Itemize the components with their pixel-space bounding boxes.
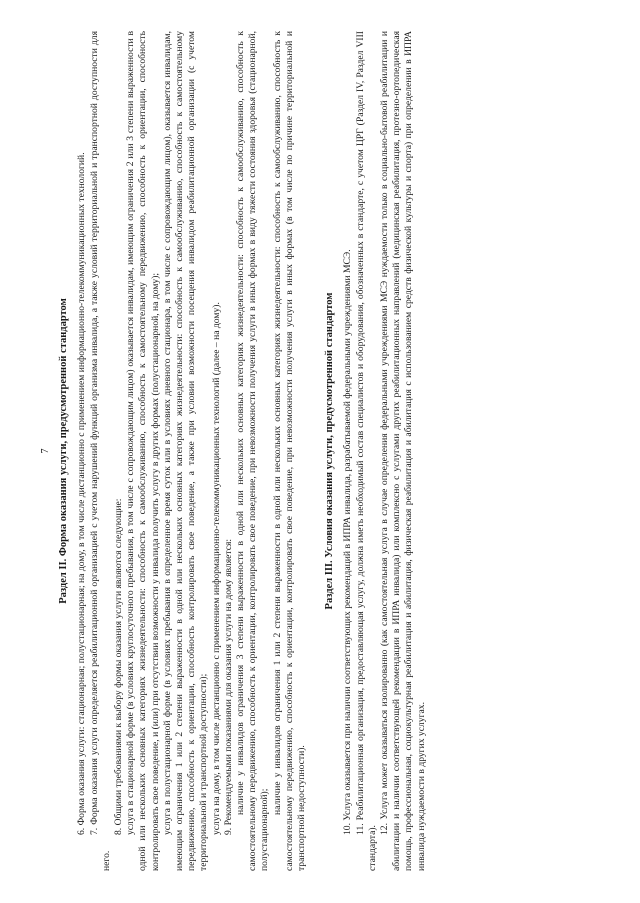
paragraph-9-grade3: наличие у инвалидов ограничения 3 степени выраженности в одной или нескольких основных категориях жизнедеятельности: способность к самообслуживанию, способность к самостоятельному передвижению, способность к ориентации, контролировать свое поведение, при невозможности получения услуги в иных формах в виду тяжести состояния здоровья (стационарной, полустационарной); <box>235 31 271 871</box>
section-2-heading: Раздел II. Форма оказания услуги, предусмотренной стандартом <box>58 298 70 604</box>
paragraph-8-stationary: услуга в стационарной форме (в условиях круглосуточного пребывания, в том числе с сопровождающим лицом) оказывается инвалидам, имеющим ограничения 2 или 3 степени выраженности в одной или нескольких основных категориях жизнедеятельности: способность к самообслуживанию, способность к самостоятельному передвижению, способность к ориентации, способность контролировать свое поведение, и (или) при отсутствии возможности у инвалида получить услугу в других формах (полустационарной, на дому); <box>125 31 161 871</box>
page-number: 7 <box>40 448 51 454</box>
paragraph-7: 7. Форма оказания услуги определяется реабилитационной организацией с учетом нарушений функций организма инвалида, а также условий территориальной и транспортной доступности для него. <box>88 31 112 871</box>
paragraph-8: 8. Общими требованиями к выбору формы оказания услуги являются следующие: <box>113 498 125 835</box>
paragraph-8-semistationary: услуга в полустационарной форме (в условиях пребывания в определенное время суток или в условиях дневного стационара, в том числе с сопровождающим лицом), оказывается инвалидам, имеющим ограничения 1 или 2 степени выраженности в одной или нескольких основных категориях жизнедеятельности: способность к самообслуживанию, способность к самостоятельному передвижению, способность к ориентации, способность контролировать свое поведение, а также при условии возможности посещения инвалидом реабилитационной организации (с учетом территориальной и транспортной доступности); <box>161 31 210 871</box>
rotated-content <box>40 21 600 881</box>
paragraph-10: 10. Услуга оказывается при наличии соответствующих рекомендаций в ИПРА инвалида, разрабатываемой федеральными учреждениями МСЭ. <box>342 249 354 835</box>
paragraph-6: 6. Форма оказания услуги: стационарная; полустационарная; на дому, в том числе дистанционно с применением информационно-телекоммуникационных технологий. <box>76 152 88 835</box>
paragraph-12: 12. Услуга может оказываться изолированно (как самостоятельная услуга в случае определения федеральными учреждениями МСЭ нуждаемости только в социально-бытовой реабилитации и абилитации и наличии соответствующей рекомендации в ИПРА инвалида) или комплексно с услугами других реабилитационных направлений (медицинская реабилитация, протезно-ортопедическая помощь, профессиональная, социокультурная реабилитация и абилитация, физическая реабилитация и абилитация с использованием средств физической культуры и спорта) при определении в ИПРА инвалида нуждаемости в других услугах. <box>379 31 427 871</box>
paragraph-8-home: услуга на дому, в том числе дистанционно с применением информационно-телекоммуникационных технологий (далее – на дому). <box>210 302 222 835</box>
paragraph-11: 11. Реабилитационная организация, предоставляющая услугу, должна иметь необходимый состав специалистов и оборудования, обозначенных в стандарте, с учетом ЦРГ (Раздел IV, Раздел VIII стандарта). <box>354 31 378 871</box>
section-3-heading: Раздел III. Условия оказания услуги, предусмотренной стандартом <box>324 292 336 610</box>
paragraph-9: 9. Рекомендуемыми показаниями для оказания услуги на дому является: <box>222 538 234 835</box>
paragraph-9-grade12: наличие у инвалидов ограничения 1 или 2 степени выраженности в одной или нескольких основных категориях жизнедеятельности: способность к самообслуживанию, способность к самостоятельному передвижению, способность к ориентации, контролировать свое поведение, при невозможности получения услуги в иных формах (в том числе по причине территориальной и транспортной недоступности). <box>271 31 308 871</box>
